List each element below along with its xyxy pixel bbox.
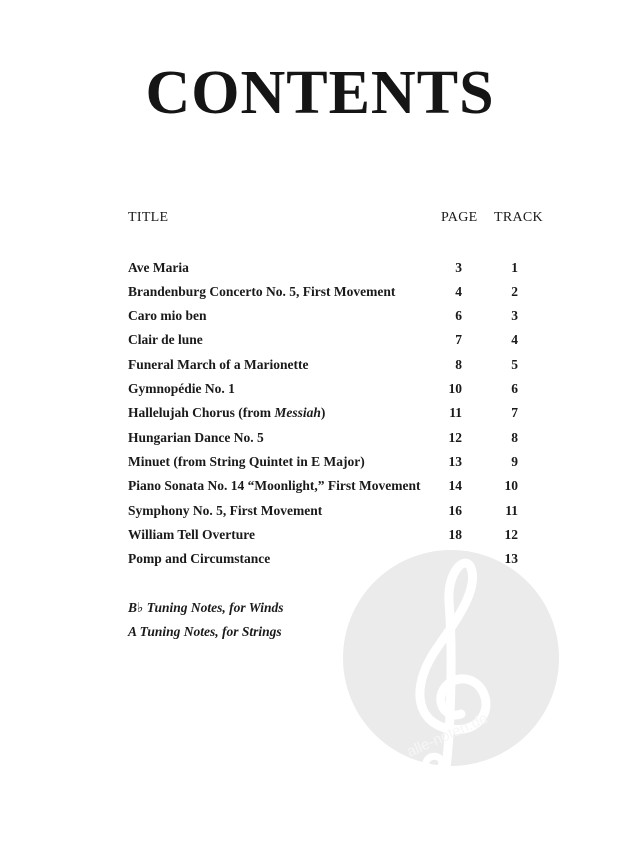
entry-page: 13 bbox=[448, 454, 462, 469]
contents-row bbox=[0, 454, 640, 474]
entry-page: 7 bbox=[455, 332, 462, 347]
entry-title: Ave Maria bbox=[128, 260, 189, 275]
entry-page: 18 bbox=[448, 527, 462, 542]
entry-page: 4 bbox=[455, 284, 462, 299]
entry-title-prefix: Hallelujah Chorus (from bbox=[128, 405, 275, 420]
entry-title: Symphony No. 5, First Movement bbox=[128, 503, 323, 518]
entry-title: Clair de lune bbox=[128, 332, 203, 347]
contents-row bbox=[0, 332, 640, 352]
entry-page: 8 bbox=[455, 357, 462, 372]
contents-row bbox=[0, 478, 640, 498]
entry-title: Minuet (from String Quintet in E Major) bbox=[128, 454, 365, 469]
contents-row bbox=[0, 405, 640, 425]
entry-page: 10 bbox=[448, 381, 462, 396]
page-title: CONTENTS bbox=[145, 59, 495, 127]
contents-row bbox=[0, 503, 640, 523]
entry-title: William Tell Overture bbox=[128, 527, 255, 542]
entry-track: 10 bbox=[504, 478, 518, 493]
entry-title: Hungarian Dance No. 5 bbox=[128, 430, 264, 445]
entry-track: 9 bbox=[511, 454, 518, 469]
contents-row bbox=[0, 430, 640, 450]
entry-page: 12 bbox=[448, 430, 462, 445]
entry-title-emphasis: Messiah bbox=[274, 405, 321, 420]
entry-title: Funeral March of a Marionette bbox=[128, 357, 309, 372]
entry-track: 7 bbox=[511, 405, 518, 420]
contents-row bbox=[0, 284, 640, 304]
entry-page: 3 bbox=[455, 260, 462, 275]
contents-row bbox=[0, 381, 640, 401]
tuning-title: A Tuning Notes, for Strings bbox=[128, 624, 282, 639]
contents-row bbox=[0, 357, 640, 377]
entry-page: 14 bbox=[448, 478, 462, 493]
entry-title: Piano Sonata No. 14 “Moonlight,” First Movement bbox=[128, 478, 421, 493]
entry-track: 11 bbox=[505, 503, 518, 518]
entry-page: 6 bbox=[455, 308, 462, 323]
entry-track: 2 bbox=[511, 284, 518, 299]
entry-page: 16 bbox=[448, 503, 462, 518]
column-header-page: PAGE bbox=[441, 210, 478, 225]
entry-track: 12 bbox=[504, 527, 518, 542]
column-header-track: TRACK bbox=[494, 210, 543, 225]
entry-title bbox=[128, 405, 325, 421]
entry-track: 4 bbox=[511, 332, 518, 347]
entry-track: 13 bbox=[504, 551, 518, 566]
entry-title-suffix: ) bbox=[320, 405, 326, 420]
contents-row bbox=[0, 260, 640, 280]
treble-clef-icon bbox=[341, 532, 561, 832]
watermark-text: alle-noten.de bbox=[404, 709, 491, 761]
tuning-title: B♭ Tuning Notes, for Winds bbox=[128, 600, 284, 615]
column-header-title: TITLE bbox=[128, 210, 169, 225]
entry-title: Brandenburg Concerto No. 5, First Movement bbox=[128, 284, 396, 299]
entry-title: Gymnopédie No. 1 bbox=[128, 381, 235, 396]
entry-track: 6 bbox=[511, 381, 518, 396]
entry-title: Pomp and Circumstance bbox=[128, 551, 271, 566]
entry-track: 8 bbox=[511, 430, 518, 445]
entry-title: Caro mio ben bbox=[128, 308, 207, 323]
entry-track: 1 bbox=[511, 260, 518, 275]
contents-row bbox=[0, 308, 640, 328]
entry-track: 3 bbox=[511, 308, 518, 323]
entry-page: 11 bbox=[449, 405, 462, 420]
entry-track: 5 bbox=[511, 357, 518, 372]
